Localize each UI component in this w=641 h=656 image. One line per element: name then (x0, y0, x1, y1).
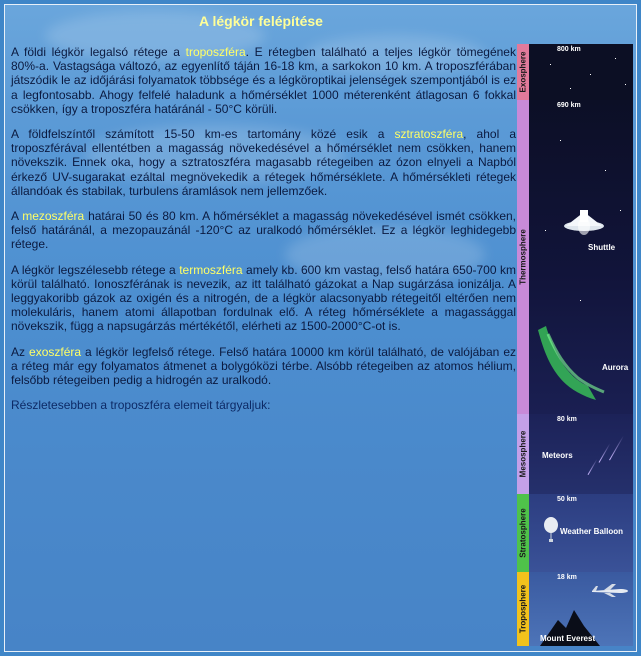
star (580, 300, 581, 301)
page-frame (4, 4, 637, 652)
star (545, 230, 546, 231)
layer-name: Stratosphere (518, 508, 528, 558)
altitude-label: 80 km (557, 416, 577, 423)
airplane-icon (590, 582, 630, 598)
troposphere-scene (530, 572, 633, 646)
altitude-label: 50 km (557, 496, 577, 503)
text: A földfelszíntől számított 15-50 km-es tartomány közé esik a (11, 127, 395, 142)
meteors-label: Meteors (542, 451, 573, 460)
star (620, 210, 621, 211)
text: , ahol a troposzférával ellentétben a magasság növekedésével a hőmérséklet nem csökken, hanem növekszik. Ennek oka, hogy a sztratoszféra magasabb rétegeiben az ózon elnyeli a Napból érkező UV-sugarakat ezáltal megnövekedik a rétegek hőmérséklete. A hőmérsékleti rétegek állandóak és stabilak, turbulens áramlások nem jellemzőek. (11, 127, 516, 198)
layer-stratosphere (517, 494, 633, 572)
thermosphere-scene (530, 100, 633, 414)
paragraph-mesosphere (11, 209, 516, 252)
mount-everest-label: Mount Everest (540, 634, 596, 643)
layer-bar (517, 494, 529, 572)
star (570, 88, 571, 89)
layer-bar (517, 44, 529, 100)
exosphere-scene (530, 44, 633, 100)
layer-thermosphere (517, 100, 633, 414)
weather-balloon-icon (542, 516, 560, 542)
layer-name: Mesosphere (518, 430, 528, 478)
term-exosphere: exoszféra (29, 344, 82, 359)
star (615, 58, 616, 59)
page-title: A légkör felépítése (199, 13, 323, 29)
altitude-label: 690 km (557, 102, 581, 109)
text: amely kb. 600 km vastag, felső határa 650-700 km körül található. Ionoszférának is nevezik, az itt található gázokat a Nap sugárzása ionizálja. A leggyakoribb gázok az oxigén és a nitrogén, de a légkör alacsonyabb rétegeitől eltérően nem molekuláris, hanem atomi állapotban fordulnak elő. A réteg hőmérséklete a magassággal növekszik, függ a napsugárzás mértékétől, elérheti az 1500-2000°C-ot is. (11, 262, 517, 334)
text: Az (11, 344, 30, 359)
star (605, 170, 606, 171)
star (590, 74, 591, 75)
term-mesosphere: mezoszféra (22, 209, 85, 224)
stratosphere-scene (530, 494, 633, 572)
paragraph-stratosphere (11, 127, 516, 198)
text: A (11, 209, 23, 224)
term-thermosphere: termoszféra (179, 262, 243, 277)
layer-name: Exosphere (518, 51, 528, 93)
paragraph-thermosphere (11, 263, 516, 334)
layer-name: Troposphere (518, 584, 528, 634)
star (550, 64, 551, 65)
meteor-icon (609, 436, 624, 461)
atmosphere-diagram (517, 44, 633, 646)
shuttle-icon (556, 204, 612, 240)
altitude-label: 18 km (557, 574, 577, 581)
text: a légkör legfelső rétege. Felső határa 10000 km körül található, de valójában ez a réteg már egy folyamatos átmenet a bolygóközi térbe. Alsóbb rétegeiben az atomos hélium, felsőbb rétegeiben pedig a hidrogén az uralkodó. (11, 344, 517, 388)
star (625, 84, 626, 85)
mesosphere-scene (530, 414, 633, 494)
layer-bar (517, 414, 529, 494)
more-text: Részletesebben a troposzféra elemeit tárgyaljuk: (11, 398, 271, 413)
term-stratosphere: sztratoszféra (394, 127, 464, 142)
weather-balloon-label: Weather Balloon (560, 527, 623, 536)
paragraph-troposphere (11, 45, 516, 116)
paragraph-exosphere (11, 345, 516, 388)
layer-bar (517, 100, 529, 414)
meteor-icon (588, 459, 598, 475)
article-body (11, 45, 516, 423)
layer-exosphere (517, 44, 633, 100)
text: A földi légkör legalsó rétege a (11, 45, 186, 59)
text: határai 50 és 80 km. A hőmérséklet a magasság növekedésével ismét csökken, felső határánál, a mezopauzánál -120°C az uralkodó hőmérséklet. Ez a légkör leghidegebb rétege. (11, 209, 516, 252)
layer-mesosphere (517, 414, 633, 494)
aurora-label: Aurora (602, 363, 629, 372)
aurora-icon (534, 322, 633, 402)
layer-name: Thermosphere (518, 229, 528, 285)
altitude-label: 800 km (557, 46, 581, 53)
text: . E rétegben található a teljes légkör tömegének 80%-a. Vastagsága változó, az egyenlítő táján 16-18 km, a sarkokon 10 km. A troposzférában játszódik le az időjárási folyamatok többsége és a légköroptikai jelenségek szempontjából is ez a legfontosabb. Ahogy felfelé haladunk a hőmérséklet 1000 méterenként átlagosan 6 fokkal csökken, így a troposzféra határánál - 50°C körüli. (11, 45, 516, 116)
layer-bar (517, 572, 529, 646)
term-troposphere: troposzféra (185, 45, 246, 59)
shuttle-label: Shuttle (588, 243, 616, 252)
text: A légkör legszélesebb rétege a (11, 262, 180, 277)
star (560, 140, 561, 141)
layer-troposphere (517, 572, 633, 646)
